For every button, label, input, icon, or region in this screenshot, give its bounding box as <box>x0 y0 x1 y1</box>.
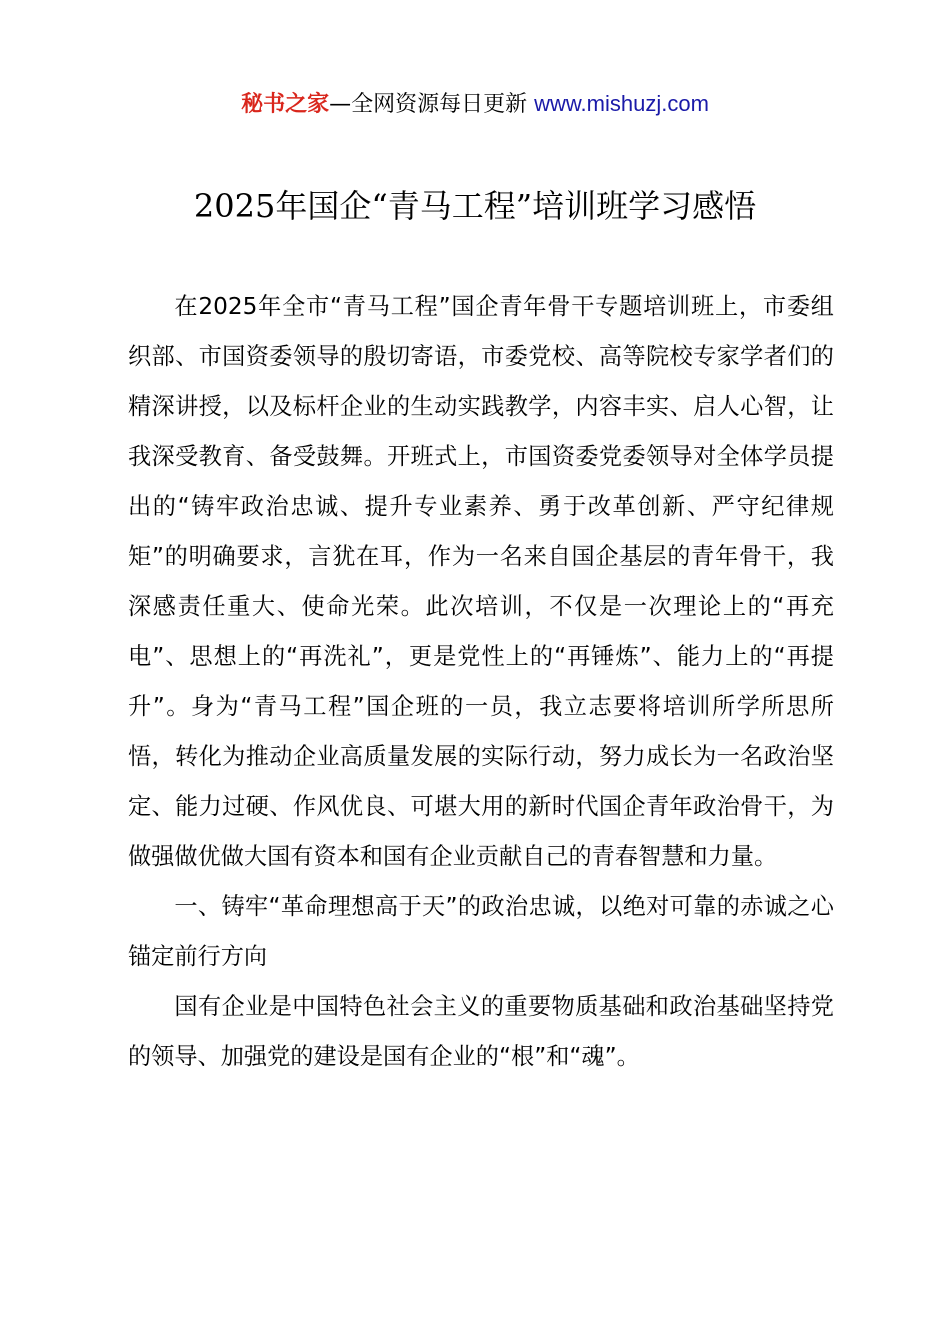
document-body <box>128 282 834 1082</box>
intro-paragraph: 在2025年全市“青马工程”国企青年骨干专题培训班上，市委组织部、市国资委领导的殷切寄语，市委党校、高等院校专家学者们的精深讲授，以及标杆企业的生动实践教学，内容丰实、启人心智，让我深受教育、备受鼓舞。开班式上，市国资委党委领导对全体学员提出的“铸牢政治忠诚、提升专业素养、勇于改革创新、严守纪律规矩”的明确要求，言犹在耳，作为一名来自国企基层的青年骨干，我深感责任重大、使命光荣。此次培训，不仅是一次理论上的“再充电”、思想上的“再洗礼”，更是党性上的“再锤炼”、能力上的“再提升”。身为“青马工程”国企班的一员，我立志要将培训所学所思所悟，转化为推动企业高质量发展的实际行动，努力成长为一名政治坚定、能力过硬、作风优良、可堪大用的新时代国企青年政治骨干，为做强做优做大国有资本和国有企业贡献自己的青春智慧和力量。 <box>128 293 834 870</box>
document-title: 2025年国企“青马工程”培训班学习感悟 <box>193 187 757 225</box>
site-url-link[interactable]: www.mishuzj.com <box>534 91 709 116</box>
section-heading-1: 一、铸牢“革命理想高于天”的政治忠诚，以绝对可靠的赤诚之心锚定前行方向 <box>128 893 834 970</box>
page-header <box>0 88 950 121</box>
section-1-paragraph: 国有企业是中国特色社会主义的重要物质基础和政治基础坚持党的领导、加强党的建设是国有企业的“根”和“魂”。 <box>128 993 834 1070</box>
brand-name: 秘书之家 <box>241 92 330 117</box>
header-tagline: —全网资源每日更新 <box>329 92 528 117</box>
